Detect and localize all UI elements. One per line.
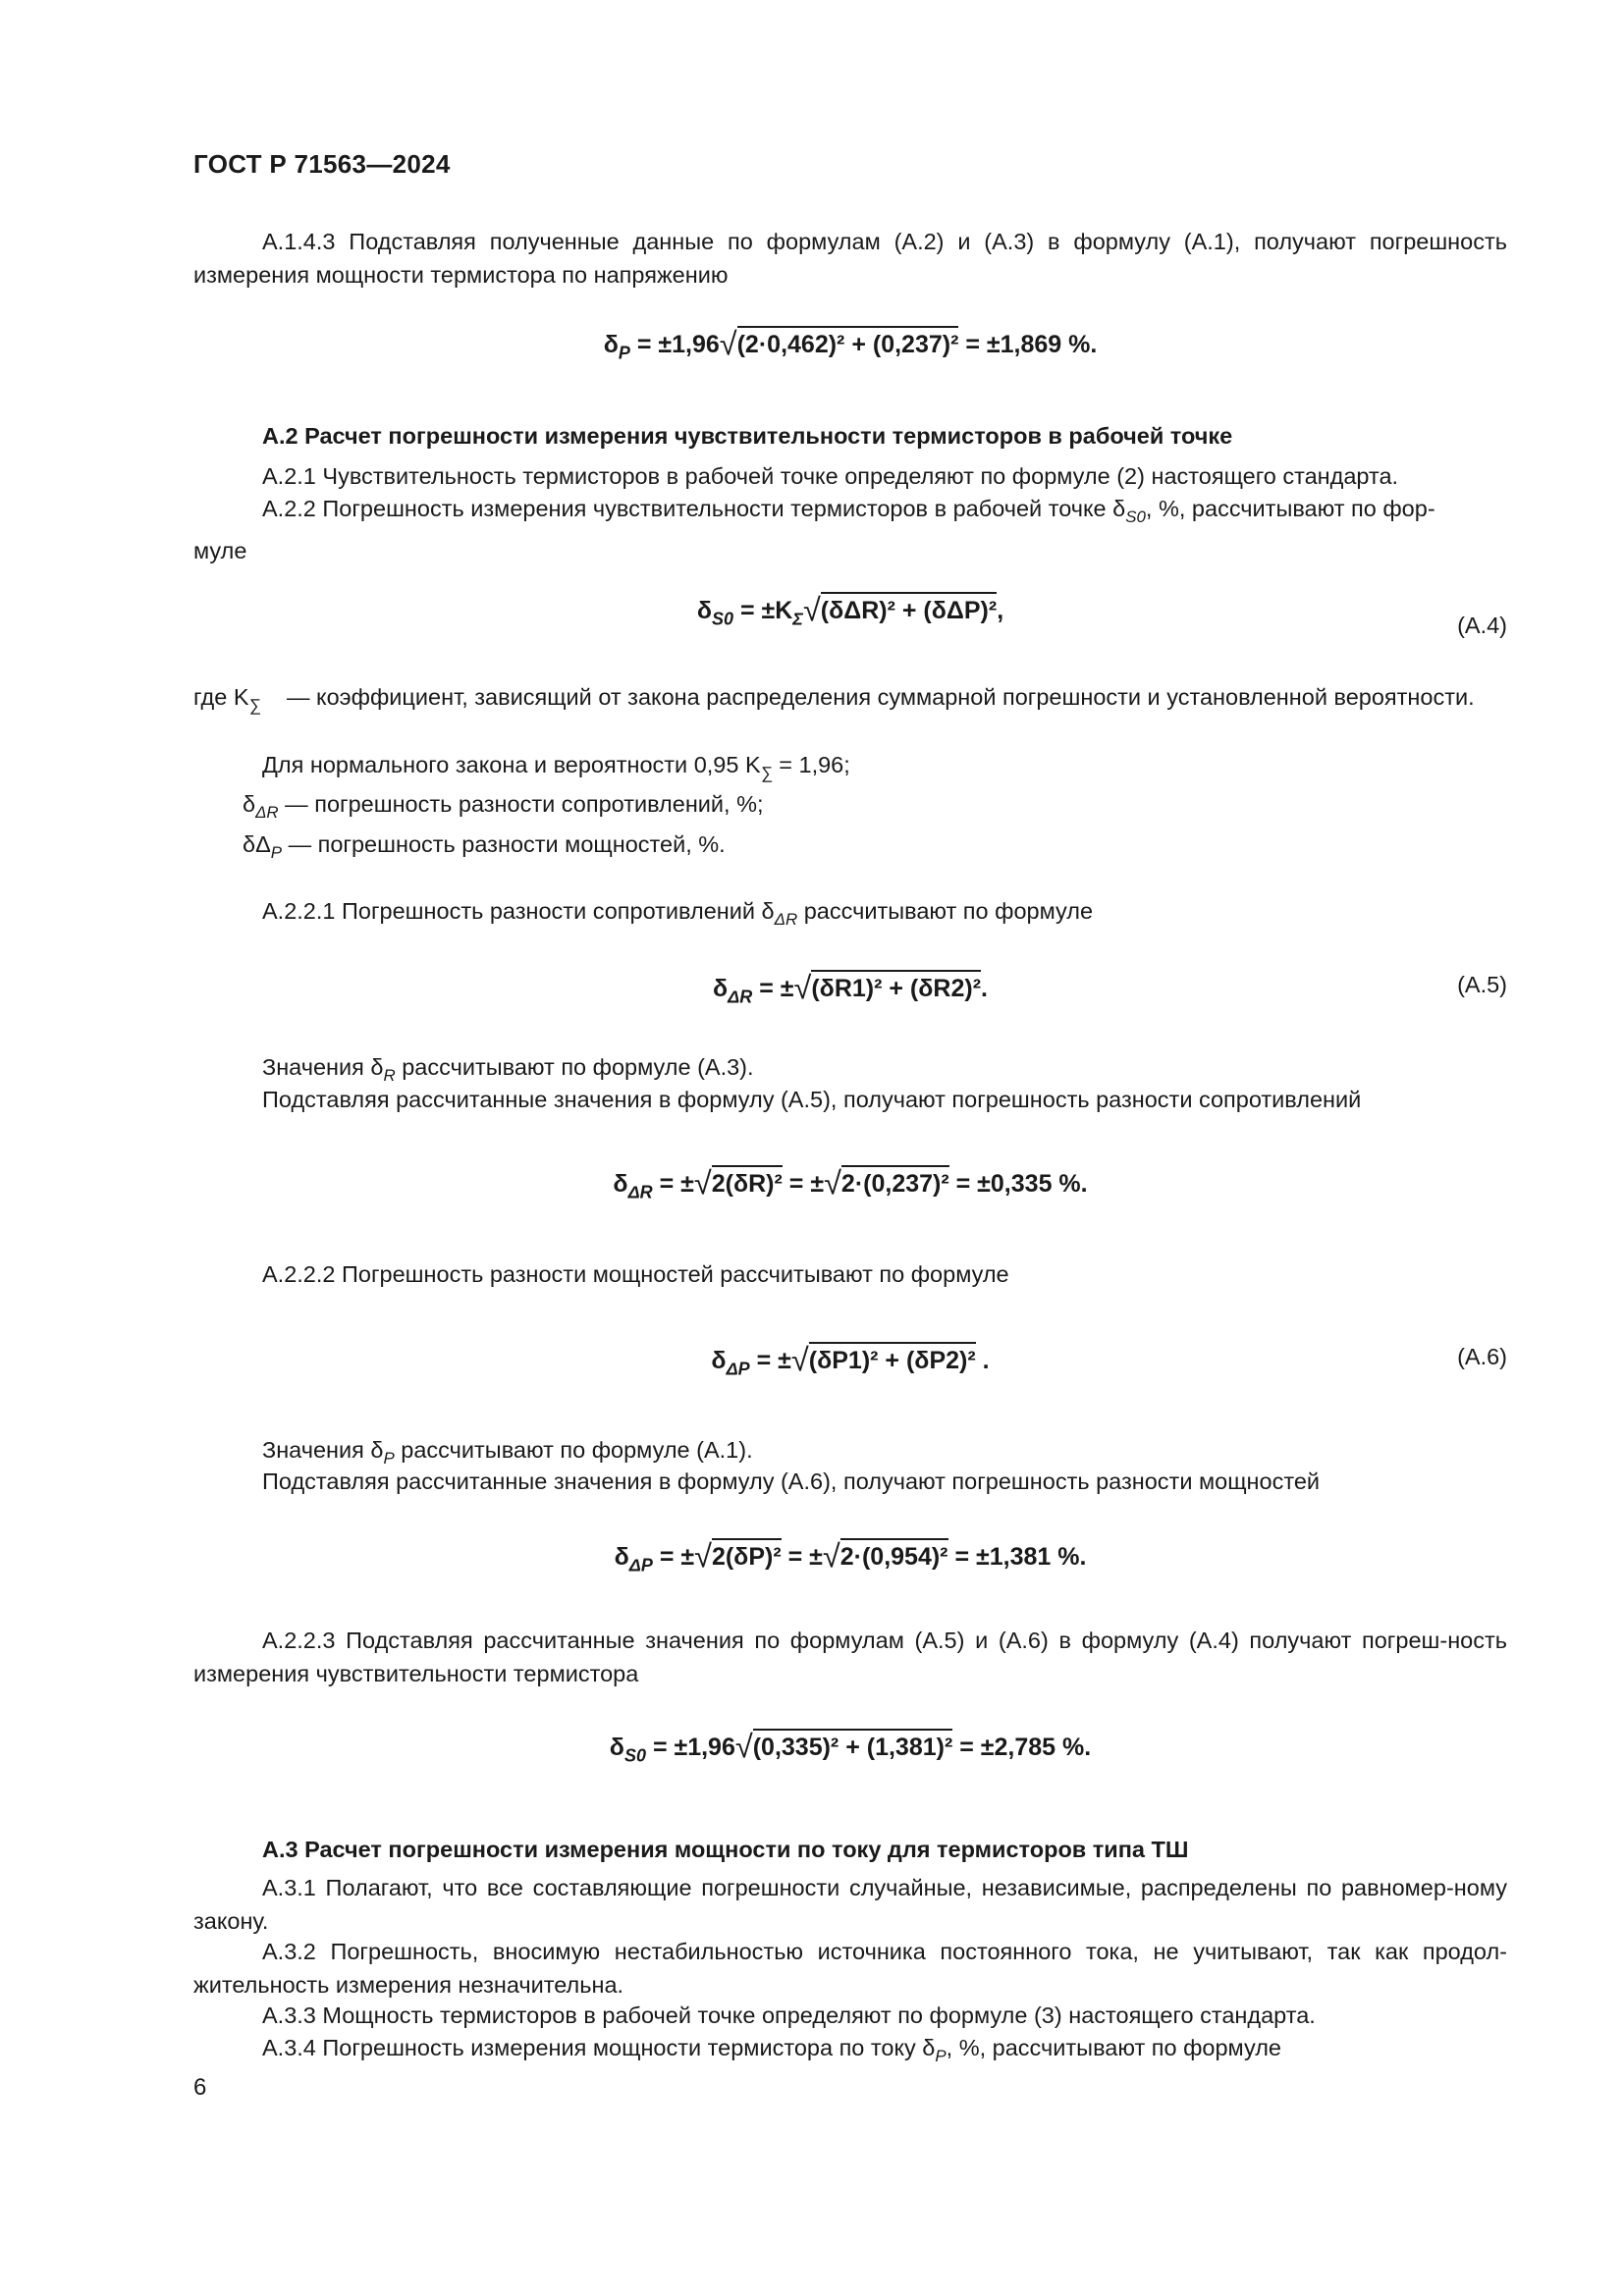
paragraph-part: А.3.4 Погрешность измерения мощности термистора по току δ xyxy=(262,2035,936,2060)
formula-lhs-sub: ΔP xyxy=(628,1555,653,1575)
normal-law-text xyxy=(193,748,1507,790)
values-sub: P xyxy=(383,1448,395,1468)
paragraph-a31 xyxy=(193,1871,1507,1938)
section-heading: А.3 Расчет погрешности измерения мощности по току для термисторов типа ТШ xyxy=(262,1837,1189,1862)
formula-delta-p: $\delta_P = \pm 1,96√(2\cdot 0,462)^2 + (0,237)^2 = \pm 1,869$ %. xyxy=(603,326,1098,363)
formula-lhs-sub: P xyxy=(618,343,630,363)
definition-delta-p xyxy=(193,828,1507,870)
formula-lhs-sub: S0 xyxy=(711,609,734,629)
formula-lhs: δ xyxy=(711,1347,727,1374)
formula-root: (δP1)² + (δP2)² xyxy=(809,1342,976,1375)
equation-number-a4: (А.4) xyxy=(1457,613,1507,638)
page-number: 6 xyxy=(193,2074,207,2101)
paragraph-part: муле xyxy=(193,537,247,563)
values-part: рассчитывают по формуле (А.3). xyxy=(395,1054,754,1080)
formula-lhs: δ xyxy=(614,1543,629,1571)
values-part: Значения δ xyxy=(262,1437,384,1463)
where-clause xyxy=(193,680,1507,722)
definition-term: δΔ xyxy=(243,831,271,857)
formula-rhs: = ±1,96 xyxy=(652,1734,735,1761)
formula-mid: = ± xyxy=(659,1543,695,1571)
paragraph-a32 xyxy=(193,1935,1507,2002)
values-sub: R xyxy=(383,1065,396,1085)
definition-body: — погрешность разности сопротивлений, %; xyxy=(278,791,764,817)
normal-law-part: Для нормального закона и вероятности 0,95 K xyxy=(262,752,761,777)
document-header: ГОСТ Р 71563—2024 xyxy=(193,149,451,179)
paragraph-part: рассчитывают по формуле xyxy=(797,898,1094,924)
where-term-text: где K xyxy=(193,684,249,710)
formula-result: = ±2,785 %. xyxy=(959,1734,1092,1761)
normal-law-part: = 1,96; xyxy=(772,752,850,777)
formula-rhs: = ±K xyxy=(739,597,793,624)
paragraph-a2222 xyxy=(193,1257,1507,1291)
paragraph-a2223 xyxy=(193,1624,1507,1690)
formula-delta-p-calc: $\delta_{\Delta P} = \pm√2(\delta P)^2 = \pm√2\cdot(0,954)^2 = \pm 1,381$ %. xyxy=(614,1538,1087,1575)
values-part: рассчитывают по формуле (А.1). xyxy=(394,1437,753,1463)
formula-a5: $\delta_{\Delta R} = \pm√(\delta R1)^2 + (\delta R2)^2$. xyxy=(713,970,988,1007)
where-term-sub: ∑ xyxy=(248,695,261,715)
formula-lhs: δ xyxy=(613,1170,628,1198)
formula-lhs-sub: ΔR xyxy=(627,1182,653,1202)
formula-lhs: δ xyxy=(696,597,712,624)
formula-mid: = ± xyxy=(787,1543,823,1571)
formula-result: = ±0,335 %. xyxy=(955,1170,1088,1198)
formula-root: 2(δP)² xyxy=(712,1538,782,1572)
formula-result: = ±1,381 %. xyxy=(954,1543,1087,1571)
normal-law-sub: ∑ xyxy=(760,763,773,782)
section-heading: А.2 Расчет погрешности измерения чувствительности термисторов в рабочей точке xyxy=(262,423,1233,449)
substitution-text: Подставляя рассчитанные значения в формулу (А.5), получают погрешность разности сопротивлений xyxy=(262,1087,1362,1112)
formula-root: (2·0,462)² + (0,237)² xyxy=(737,326,959,359)
paragraph-a222 xyxy=(193,492,1507,567)
paragraph-part: А.2.2 Погрешность измерения чувствительности термисторов в рабочей точке δ xyxy=(262,496,1126,521)
paragraph-part: А.2.2.1 Погрешность разности сопротивлений δ xyxy=(262,898,775,924)
values-part: Значения δ xyxy=(262,1054,384,1080)
paragraph-a143 xyxy=(193,225,1507,292)
formula-root: 2·(0,237)² xyxy=(841,1165,949,1199)
formula-root: (δΔR)² + (δΔP)² xyxy=(821,592,997,625)
definition-sub: P xyxy=(270,842,283,862)
formula-rhs: = ±1,96 xyxy=(636,331,720,358)
paragraph-text xyxy=(193,2031,1507,2073)
formula-rhs: = ± xyxy=(756,1347,791,1374)
formula-root: (δR1)² + (δR2)² xyxy=(811,970,981,1003)
formula-tail: . xyxy=(981,975,988,1002)
paragraph-a33 xyxy=(193,1999,1507,2032)
definition-text xyxy=(193,828,1507,870)
paragraph-part: , %, рассчитывают по фор- xyxy=(1145,496,1435,521)
heading-a3 xyxy=(193,1833,1507,1866)
paragraph-text: А.2.2.3 Подставляя рассчитанные значения по формулам (А.5) и (А.6) в формулу (А.4) получают погреш-ность измерения чувствительности термистора xyxy=(193,1628,1507,1686)
formula-root: 2·(0,954)² xyxy=(840,1538,948,1572)
formula-lhs: δ xyxy=(609,1734,624,1761)
formula-mid: = ± xyxy=(659,1170,694,1198)
formula-lhs: δ xyxy=(713,975,729,1002)
formula-delta-r-calc: $\delta_{\Delta R} = \pm√2(\delta R)^2 = \pm√2\cdot(0,237)^2 = \pm 0,335$ %. xyxy=(613,1165,1088,1202)
formula-mid: = ± xyxy=(788,1170,825,1198)
definition-delta-r xyxy=(193,787,1507,829)
definition-term: δ xyxy=(243,791,256,817)
paragraph-text: А.3.1 Полагают, что все составляющие погрешности случайные, независимые, распределены по равномер-ному закону. xyxy=(193,1875,1507,1934)
definition-sub: ΔR xyxy=(255,802,279,822)
paragraph-text: А.2.2.2 Погрешность разности мощностей рассчитывают по формуле xyxy=(262,1261,1009,1287)
paragraph-a2221 xyxy=(193,894,1507,936)
equation-number-a6: (А.6) xyxy=(1457,1344,1507,1369)
where-term xyxy=(193,680,287,722)
formula-delta-s0-calc: $\delta_{S0} = \pm 1,96√(0,335)^2 + (1,381)^2 = \pm 2,785$ %. xyxy=(609,1729,1092,1766)
paragraph-sub: P xyxy=(935,2046,947,2065)
formula-root: 2(δR)² xyxy=(712,1165,783,1199)
paragraph-sub: ΔR xyxy=(774,909,798,929)
paragraph-part: , %, рассчитывают по формуле xyxy=(946,2035,1281,2060)
paragraph-text: A.1.4.3 Подставляя полученные данные по формулам (А.2) и (А.3) в формулу (А.1), получают погрешность измерения мощности термистора по напряжению xyxy=(193,229,1507,288)
formula-a4: $\delta_{S0} = \pm K_\Sigma√(\delta\Delta R)^2 + (\delta\Delta P)^2$, xyxy=(696,592,1004,629)
formula-lhs-sub: ΔR xyxy=(728,987,753,1007)
definition-text xyxy=(193,787,1507,829)
formula-result: = ±1,869 %. xyxy=(965,331,1098,358)
paragraph-text xyxy=(193,894,1507,936)
formula-lhs: δ xyxy=(603,331,619,358)
paragraph-sub: S0 xyxy=(1125,507,1146,526)
definition-body: — погрешность разности мощностей, %. xyxy=(282,831,726,857)
formula-a6: $\delta_{\Delta P} = \pm√(\delta P1)^2 + (\delta P2)^2$ . xyxy=(711,1342,990,1379)
substitution-a5 xyxy=(193,1083,1507,1116)
normal-law-line xyxy=(193,748,1507,790)
substitution-text: Подставляя рассчитанные значения в формулу (А.6), получают погрешность разности мощностей xyxy=(262,1468,1321,1494)
paragraph-text: А.3.2 Погрешность, вносимую нестабильностью источника постоянного тока, не учитывают, так как продол-жительность измерения незначительна. xyxy=(193,1939,1507,1998)
paragraph-a221 xyxy=(193,459,1507,493)
substitution-a6 xyxy=(193,1465,1507,1498)
heading-a2 xyxy=(193,419,1507,453)
formula-lhs-sub: ΔP xyxy=(726,1359,750,1379)
formula-root: (0,335)² + (1,381)² xyxy=(753,1729,953,1762)
paragraph-text: А.3.3 Мощность термисторов в рабочей точке определяют по формуле (3) настоящего стандарта. xyxy=(262,2002,1316,2028)
formula-tail: . xyxy=(982,1347,990,1374)
formula-lhs-sub: S0 xyxy=(623,1745,646,1766)
equation-number-a5: (А.5) xyxy=(1457,972,1507,997)
paragraph-text xyxy=(193,492,1507,567)
formula-tail: , xyxy=(997,597,1004,624)
formula-rhs: = ± xyxy=(759,975,794,1002)
paragraph-text: А.2.1 Чувствительность термисторов в рабочей точке определяют по формуле (2) настоящего стандарта. xyxy=(262,463,1399,489)
paragraph-a34 xyxy=(193,2031,1507,2073)
where-text: — коэффициент, зависящий от закона распределения суммарной погрешности и установленной вероятности. xyxy=(287,684,1475,710)
formula-k-sub: Σ xyxy=(792,609,803,629)
